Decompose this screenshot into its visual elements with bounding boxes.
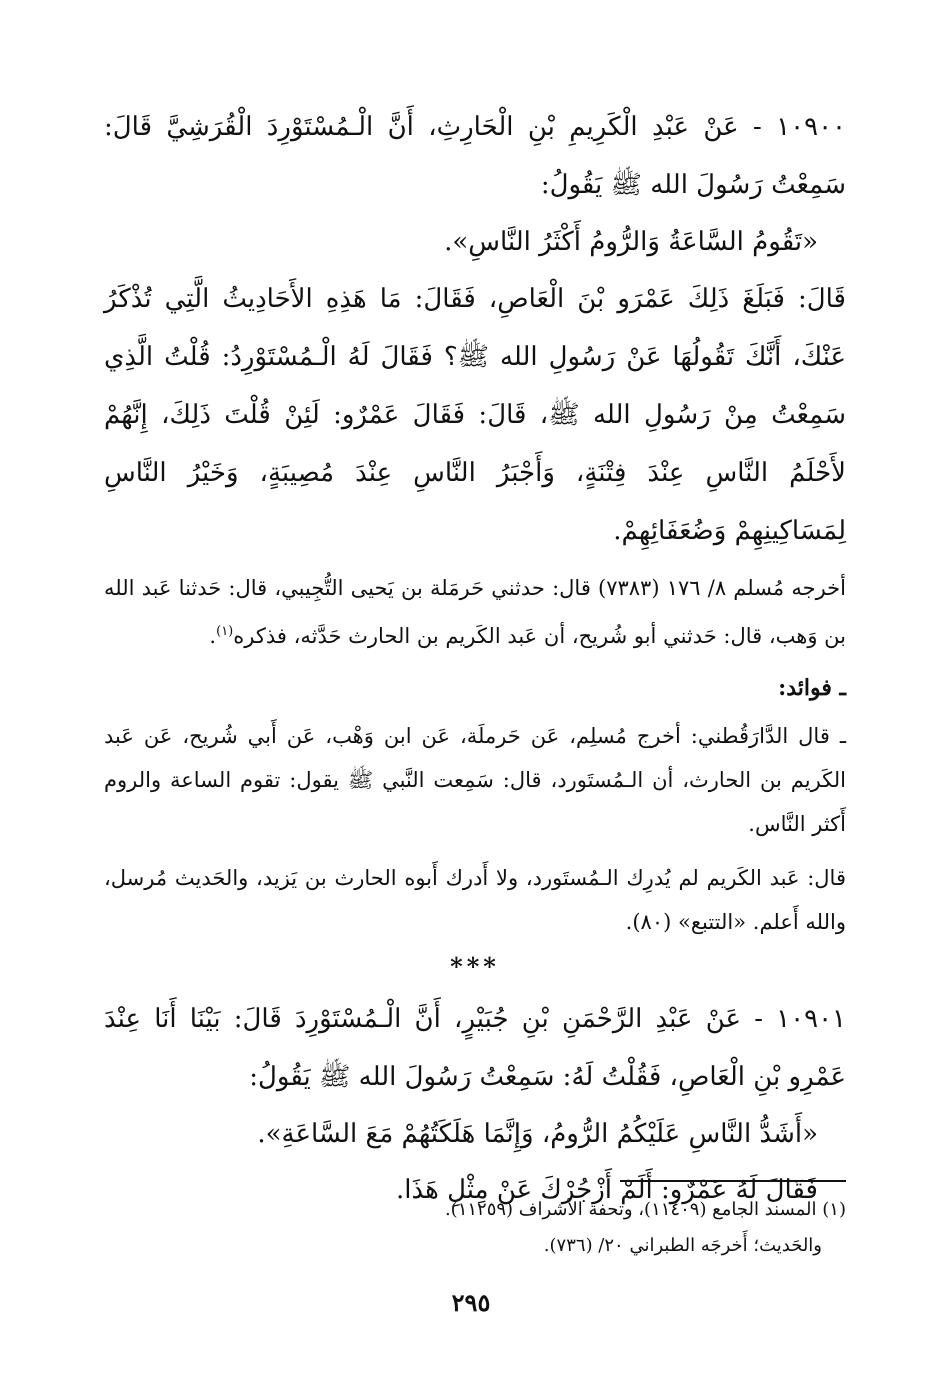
page-number: ٢٩٥ [451, 1288, 491, 1317]
hadith-10900-body: قَالَ: فَبَلَغَ ذَلِكَ عَمْرَو بْنَ الْعَاصِ، فَقَالَ: مَا هَذِهِ الأَحَادِيثُ الَّتِي تُذْكَرُ عَنْكَ، أَنَّكَ تَقُولُهَا عَنْ رَسُولِ الله ﷺ؟ فَقَالَ لَهُ الْـمُسْتَوْرِدُ: قُلْتُ الَّذِي سَمِعْتُ مِنْ رَسُولِ الله ﷺ، قَالَ: فَقَالَ عَمْرٌو: لَئِنْ قُلْتَ ذَلِكَ، إِنَّهُمْ لأَحْلَمُ النَّاسِ عِنْدَ فِتْنَةٍ، وَأَجْبَرُ النَّاسِ عِنْدَ مُصِيبَةٍ، وَخَيْرُ النَّاسِ لِمَسَاكِينِهِمْ وَضُعَفَائِهِمْ. [104, 284, 846, 546]
takhrij-end: . [209, 624, 217, 648]
hadith-10900-takhrij [104, 566, 846, 658]
takhrij-text: أخرجه مُسلم ٨/ ١٧٦ (٧٣٨٣) قال: حدثني حَرمَلة بن يَحيى التُّجِيبي، قال: حَدثنا عَبد الله بن وَهب، قال: حَدثني أبو شُريح، أن عَبد الكَريم بن الحارث حَدَّثه، فذكره [104, 576, 846, 648]
hadith-10900-intro: ١٠٩٠٠ - عَنْ عَبْدِ الْكَرِيمِ بْنِ الْحَارِثِ، أَنَّ الْـمُسْتَوْرِدَ الْقُرَشِيَّ قَالَ: سَمِعْتُ رَسُولَ الله ﷺ يَقُولُ: [104, 112, 846, 200]
hadith-10901-quote: «أَشَدُّ النَّاسِ عَلَيْكُمُ الرُّومُ، وَإِنَّمَا هَلَكَتُهُمْ مَعَ السَّاعَةِ». [257, 1119, 818, 1149]
hadith-10900-quote: «تَقُومُ السَّاعَةُ وَالرُّومُ أَكْثَرُ النَّاسِ». [444, 227, 818, 257]
section-separator: *** [450, 952, 500, 981]
footnote-ref-1[interactable]: (١) [216, 624, 234, 639]
hadith-10901-intro: ١٠٩٠١ - عَنْ عَبْدِ الرَّحْمَنِ بْنِ جُبَيْرٍ، أَنَّ الْـمُسْتَوْرِدَ قَالَ: بَيْنَا أَنَا عِنْدَ عَمْرِو بْنِ الْعَاصِ، فَقُلْتُ لَهُ: سَمِعْتُ رَسُولَ الله ﷺ يَقُولُ: [104, 1004, 846, 1092]
footnotes [104, 1192, 846, 1264]
footnote-divider [620, 1180, 846, 1182]
page-body [104, 98, 846, 1218]
footnote-1: (١) المسند الجامع (١١٤٠٩)، وتحفة الأشراف (١١٢٥٩). [444, 1199, 846, 1220]
footnote-2: والحَديث؛ أَخرجَه الطبراني ٢٠/ (٧٣٦). [543, 1235, 822, 1256]
fawaid-paragraph-2: قال: عَبد الكَريم لم يُدرِك الـمُستَورد، ولا أَدرك أَبوه الحارث بن يَزيد، والحَديث مُرسل، والله أَعلم. «التتبع» (٨٠). [104, 866, 846, 934]
fawaid-paragraph-1: ـ قال الدَّارَقُطني: أخرج مُسلِم، عَن حَرملَة، عَن ابن وَهْب، عَن أَبي شُريح، عَن عَبد الكَريم بن الحارث، أن الـمُستَورد، قال: سَمِعت النَّبي ﷺ يقول: تقوم الساعة والروم أَكثر النَّاس. [104, 724, 846, 836]
hadith-10901-body: فَقَالَ لَهُ عَمْرٌو: أَلَمْ أَزْجُرْكَ عَنْ مِثْلِ هَذَا. [395, 1175, 818, 1205]
fawaid-heading: ـ فوائد: [778, 675, 846, 701]
